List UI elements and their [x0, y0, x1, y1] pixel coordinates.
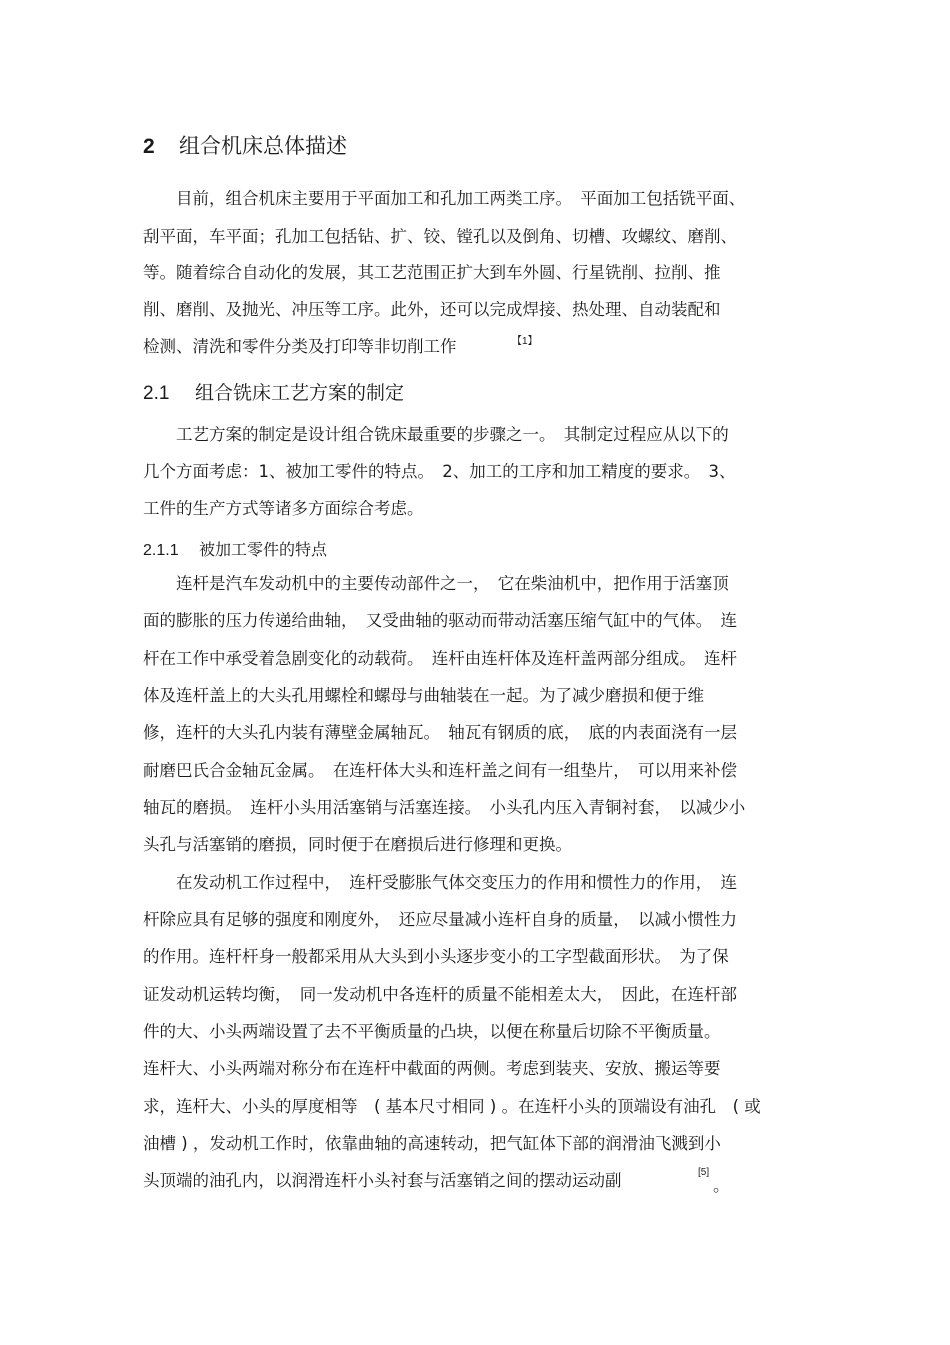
- body-line: 耐磨巴氏合金轴瓦金属。 在连杆体大头和连杆盖之间有一组垫片， 可以用来补偿: [143, 761, 737, 780]
- section-title: 组合机床总体描述: [179, 134, 347, 158]
- subsection-title: 组合铣床工艺方案的制定: [195, 382, 405, 404]
- body-line: 轴瓦的磨损。 连杆小头用活塞销与活塞连接。 小头孔内压入青铜衬套， 以减少小: [143, 798, 746, 817]
- intro-line: 检测、清洗和零件分类及打印等非切削工作: [143, 337, 457, 356]
- plan-line: 几个方面考虑：1、被加工零件的特点。 2、加工的工序和加工精度的要求。 3、: [143, 462, 736, 481]
- citation-ref: 【1】: [512, 336, 538, 347]
- section-number: 2: [143, 135, 155, 158]
- citation-ref: [5]: [698, 1167, 710, 1178]
- plan-line: 工件的生产方式等诸多方面综合考虑。: [143, 499, 424, 518]
- body-line: 杆除应具有足够的强度和刚度外， 还应尽量减小连杆自身的质量， 以减小惯性力: [143, 910, 737, 929]
- subsection-heading: [143, 378, 404, 405]
- intro-line: 削、磨削、及抛光、冲压等工序。此外，还可以完成焊接、热处理、自动装配和: [143, 300, 721, 319]
- body-line: 求，连杆大、小头的厚度相等 ( 基本尺寸相同 ) 。在连杆小头的顶端设有油孔 ( 或: [143, 1097, 761, 1116]
- body-line: 连杆大、小头两端对称分布在连杆中截面的两侧。考虑到装夹、安放、搬运等要: [143, 1059, 721, 1078]
- body-line: 杆在工作中承受着急剧变化的动载荷。 连杆由连杆体及连杆盖两部分组成。 连杆: [143, 649, 737, 668]
- subsubsection-number: 2.1.1: [143, 542, 179, 559]
- body-line: 体及连杆盖上的大头孔用螺栓和螺母与曲轴装在一起。为了减少磨损和便于维: [143, 686, 704, 705]
- body-line: 头顶端的油孔内，以润滑连杆小头衬套与活塞销之间的摆动运动副: [143, 1171, 622, 1190]
- body-line: 的作用。连杆杆身一般都采用从大头到小头逐步变小的工字型截面形状。 为了保: [143, 947, 729, 966]
- intro-line: 等。随着综合自动化的发展，其工艺范围正扩大到车外圆、行星铣削、拉削、推: [143, 263, 721, 282]
- body-line: 面的膨胀的压力传递给曲轴， 又受曲轴的驱动而带动活塞压缩气缸中的气体。 连: [143, 611, 737, 630]
- body-line: 证发动机运转均衡， 同一发动机中各连杆的质量不能相差太大， 因此，在连杆部: [143, 985, 737, 1004]
- body-line: 件的大、小头两端设置了去不平衡质量的凸块，以便在称量后切除不平衡质量。: [143, 1022, 721, 1041]
- intro-line: 刮平面，车平面；孔加工包括钻、扩、铰、镗孔以及倒角、切槽、攻螺纹、磨削、: [143, 227, 737, 246]
- body-line: 在发动机工作过程中， 连杆受膨胀气体交变压力的作用和惯性力的作用， 连: [143, 873, 737, 892]
- body-line: 头孔与活塞销的磨损，同时便于在磨损后进行修理和更换。: [143, 835, 572, 854]
- plan-line: 工艺方案的制定是设计组合铣床最重要的步骤之一。 其制定过程应从以下的: [143, 425, 729, 444]
- subsection-number: 2.1: [143, 383, 170, 404]
- section-heading: [143, 130, 347, 160]
- subsubsection-heading: [143, 537, 327, 560]
- intro-line: 目前，组合机床主要用于平面加工和孔加工两类工序。 平面加工包括铣平面、: [143, 189, 746, 208]
- body-line: 修，连杆的大头孔内装有薄壁金属轴瓦。 轴瓦有钢质的底， 底的内表面浇有一层: [143, 723, 737, 742]
- body-line: 油槽 ) ，发动机工作时，依靠曲轴的高速转动，把气缸体下部的润滑油飞溅到小: [143, 1134, 721, 1153]
- subsubsection-title: 被加工零件的特点: [199, 540, 328, 559]
- body-line: 连杆是汽车发动机中的主要传动部件之一， 它在柴油机中，把作用于活塞顶: [143, 574, 729, 593]
- final-period: 。: [713, 1176, 730, 1195]
